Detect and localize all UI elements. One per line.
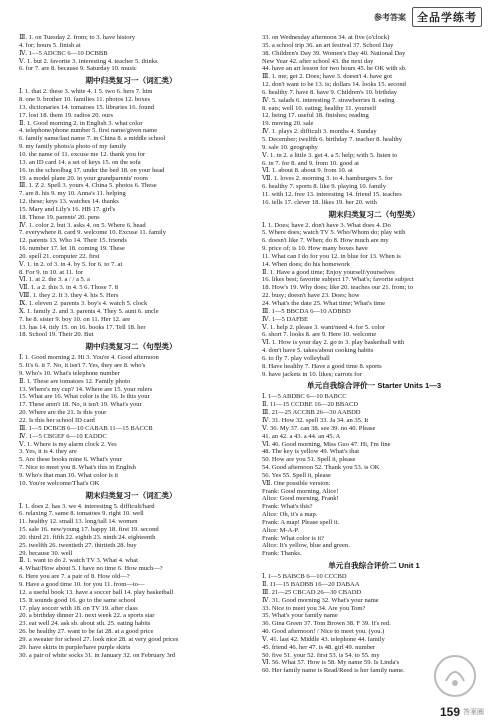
section-title: 单元自我综合评价一 Starter Units 1—3	[306, 381, 442, 391]
answer-line: 14. When does; do his homework	[262, 260, 350, 268]
section-title: 期中归类复习一（词汇类）	[85, 76, 177, 86]
answer-line: 22. busy; doesn't have 23. Does; how	[262, 292, 360, 300]
answer-line: 20. Where are the 21. Is this your	[19, 409, 107, 417]
answer-line: 11. What can I do for you 12. in blue for 13. When is	[262, 252, 401, 260]
answer-line: 6. in 7. for 8. and 9. from 10. good at	[262, 159, 359, 167]
answer-line: 19. moving 20. sale	[262, 120, 314, 128]
answer-line: 33. on Wednesday afternoon 34. at five (o'clock)	[262, 34, 390, 41]
answer-line: 13. has 14. tidy 15. on 16. books 17. Tell 18. her	[19, 323, 146, 331]
answer-line: Ⅰ. 1—5 ABDBC 6—10 BABCC	[262, 393, 347, 401]
answer-line: 16. in the schoolbag 17. under the bed 18. on your head	[19, 166, 165, 174]
answer-line: 5. It's 6. it 7. No, it isn't 7. Yes, they are 8. who's	[19, 362, 146, 370]
answer-line: Ⅱ. 1. Have a good time; Enjoy yourself/yourselves	[262, 268, 395, 276]
answer-line: Ⅱ. 1. Good morning 2. in English 3. what color	[19, 119, 143, 127]
answer-line: 12. don't want to be 13. is; dollars 14. looks 15. second	[262, 81, 406, 89]
answer-line: 6. to fly 7. play volleyball	[262, 354, 330, 362]
answer-line: 9. Who's 10. What's telephone number	[19, 369, 120, 377]
answer-line: 7. he 8. sister 9. boy 10. on 11. Her 12. are	[19, 315, 131, 323]
answer-line: Ⅸ. 1. eleven 2. parents 3. boy's 4. watch 5. clock	[19, 300, 148, 307]
answer-line: Ⅵ. 1. How is your day 2. go to 3. play basketball with	[262, 339, 405, 347]
answer-line: Ⅶ. 1. loves 2. morning 3. to 4. hamburgers 5. for	[262, 175, 393, 183]
answer-line: 60. Her family name is Read/Reed is her family name.	[262, 667, 405, 675]
answer-line: 13. an ID card 14. a set of keys 15. on the sofa	[19, 158, 141, 166]
answer-line: 7. are 8. his 9. my 10. Anna's 11. helping	[19, 190, 126, 198]
watermark-logo-icon	[432, 653, 478, 699]
section-title: 期末归类复习二（句型类）	[328, 209, 420, 219]
answer-line: 13. dictionaries 14. tomatoes 15. libraries 16. found	[19, 103, 155, 111]
answer-line: 16. number 17. let 18. coming 19. These	[19, 245, 125, 253]
answer-line: 7. everywhere 8. card 9. welcome 10. Excuse 11. family	[19, 229, 167, 237]
answer-line: 18. How's 19. Why does; like 20. teaches our 21. from; to	[262, 284, 414, 292]
answer-line: Frank: What color is it?	[262, 534, 325, 542]
left-answer-column	[19, 34, 243, 659]
answer-line: 11. with 12. free 13. interesting 14. friend 15. teaches	[262, 190, 402, 198]
answer-line: 5. Are these books mine 6. What's your	[19, 456, 122, 464]
answer-line: 16. tells 17. clever 18. likes 19. her 20. with	[262, 198, 377, 206]
answer-line: 15. sale 16. new/young 17. happy 18. first 19. second	[19, 526, 159, 534]
answer-line: Ⅴ. 41. last 42. Middle 43. telephone 44. family	[262, 635, 385, 643]
answer-line: Ⅱ. 1. These are tomatoes 12. Family photo	[19, 377, 131, 385]
answer-line: 12. these; keys 13. watches 14. thanks	[19, 198, 119, 206]
answer-line: 35. a school trip 36. an art festival 37. School Day	[262, 41, 394, 49]
answer-line: 20. third 21. fifth 22. eighth 23. ninth 24. eighteenth	[19, 533, 156, 541]
answer-line: 3. Yes, it is 4. they are	[19, 448, 77, 456]
answer-line: 6. doesn't like 7. When; do 8. How much are my	[262, 237, 389, 245]
answer-line: Ⅷ. 1. they 2. It 3. they 4. his 5. Hers	[19, 292, 119, 300]
answer-line: 17. play soccer with 18. on TV 19. after class	[19, 604, 138, 612]
answer-line: 17. lost 18. them 19. radios 20. ours	[19, 111, 114, 119]
answer-line: 40. Good afternoon! / Nice to meet you. (you.)	[262, 628, 385, 636]
answer-line: 15. Mary and Lily's 16. HB 17. girl's	[19, 205, 116, 213]
answer-line: 17. These aren't 18. No, it isn't 19. What's your	[19, 401, 142, 409]
answer-line: 15. What are 16. What color is the 16. Is this your	[19, 393, 150, 401]
answer-line: 29. because 30. well	[19, 549, 73, 557]
answer-line: Ⅱ. 11—15 CCDBE 16—20 BBACD	[262, 401, 359, 409]
header-brand: 全品学练考	[412, 7, 482, 27]
answer-line: Frank: What's this?	[262, 503, 313, 511]
answer-line: Ⅴ. 1. in 2. a little 3. get 4. a 5. help; with 5. listen to	[262, 151, 398, 159]
answer-line: 12. being 17. useful 18. finishes; reading	[262, 112, 369, 120]
answer-line: Ⅳ. 1. color 2. but 3. asks 4. on 5. Where 6. head	[19, 221, 146, 229]
answer-line: 18. Those 19. parents' 20. pens	[19, 213, 100, 221]
answer-line: Ⅲ. 1—5 BBCDA 6—10 ADBBD	[262, 307, 351, 315]
answer-line: 9. Have a good time 10. for you 11. from—to—	[19, 581, 145, 588]
page-header	[374, 6, 482, 28]
answer-line: Ⅲ. 21—25 CBCAD 26—30 CBADD	[262, 588, 362, 596]
answer-line: Ⅵ. 1. at 2. the 3. a / / a 5. a	[19, 276, 90, 284]
answer-line: 16. likes best; favorite subject 17. What's; favorite subject	[262, 276, 414, 284]
answer-line: Ⅱ. 1. want to do 2. watch TV 3. What 4. what	[19, 557, 139, 565]
answer-line: Frank: Good morning, Alice!	[262, 487, 339, 495]
answer-line: Ⅰ. 1. does 2. has 3. we 4. interesting 5. difficult/hard	[19, 502, 155, 510]
answer-line: 9. have jackets in 10. likes; carrots for	[262, 370, 362, 378]
answer-line: Ⅲ. 21—25 ACCBB 26—30 AABDD	[262, 409, 361, 417]
answer-line: Ⅲ. 1. Z 2. Spell 3. yours 4. China 5. photos 6. These	[19, 182, 157, 190]
answer-line: Ⅲ. 1. on Tuesday 2. from; to 3. have history	[19, 34, 135, 41]
answer-line: 24. What's the date 25. What time; What's time	[262, 300, 386, 307]
answer-line: 8. eats; well 10. eating; healthy 11. yourself	[262, 104, 377, 112]
watermark-text: 答案圈	[463, 709, 484, 716]
answer-line: 6. family name/last name 7. in China 8. a middle school	[19, 135, 166, 143]
answer-line: 5. Where does; watch TV 5. Who/Whom do; play with	[262, 229, 406, 237]
answer-line: Ⅵ. 46. Good morning, Miss Guo 47. Hi, I'm fine	[262, 440, 391, 448]
answer-line: Alice: Oh, it's a map.	[262, 511, 318, 519]
answer-line: 8. Have healthy 7. Have a good time 8. sports	[262, 362, 382, 370]
answer-line: 5. December; twelfth 6. birthday 7. teacher 8. healthy	[262, 135, 402, 143]
answer-line: Ⅴ. 1. help 2. please 3. want/need 4. for 5. color	[262, 323, 385, 331]
answer-line: Ⅳ. 5. salads 6. interesting 7. strawberries 8. eating	[262, 96, 395, 104]
answer-line: Ⅲ. 1—5 DCBCB 6—10 CABAB 11—15 BACCB	[19, 424, 153, 432]
page-footer	[440, 705, 484, 719]
header-label: 参考答案	[374, 12, 406, 22]
answer-line: 7. Nice to meet you 8. What's this in English	[19, 464, 136, 472]
answer-line: 26. be healthy 27. want to be fat 28. at a good price	[19, 628, 154, 636]
answer-line: New Year 42. after school 43. the next day	[262, 57, 374, 65]
answer-line: Ⅱ. 11—15 BADBB 16—20 DABAA	[262, 581, 360, 588]
section-title: 单元自我综合评价二 Unit 1	[328, 561, 420, 571]
section-title: 期末归类复习一（词汇类）	[85, 490, 177, 500]
answer-line: 30. a pair of white socks 31. in January 32. on February 3rd	[19, 651, 176, 659]
answer-line: Ⅵ. 56. What 57. How is 58. My name 59. Is Linda's	[262, 659, 400, 667]
answer-line: 9. my family photo/a photo of my family	[19, 143, 127, 151]
answer-line: 8. For 9. in 10. at 11. for	[19, 268, 83, 276]
answer-line: Frank: A map! Please spell it.	[262, 518, 340, 526]
answer-line: Ⅳ. 31. How 32. spell 33. Ja 34. an 35. It	[262, 416, 369, 424]
answer-line: 22. Is this her school ID card	[19, 416, 95, 424]
answer-line: 13. Where's my cup? 14. Where are 15. your rulers	[19, 385, 153, 393]
answer-line: Ⅰ. 1. that 2. these 3. white 4. 1 5. two 6. hers 7. him	[19, 88, 153, 96]
right-answer-column	[262, 34, 486, 675]
answer-line: 15. It sounds good 16. go to the same school	[19, 596, 136, 604]
answer-line: 18. School 19. Their 20. But	[19, 331, 94, 339]
answer-line: 6. relaxing 7. same 8. tomatoes 9. right 10. well	[19, 510, 144, 518]
answer-line: 45. friend 46. her 47. is 48. girl 49. number	[262, 643, 376, 651]
answer-line: 36. Gina Green 37. Tom Brown 38. F 39. It's red.	[262, 620, 391, 628]
answer-line: Ⅳ. 31. Good morning 32. What's your name	[262, 596, 379, 604]
answer-line: Ⅰ. 1. Does; have 2. don't have 3. What does 4. Do	[262, 221, 391, 229]
answer-line: 6. for 7. are 8. because 9. Saturday 10. music	[19, 65, 137, 73]
answer-line: Ⅴ. 1. in 2. of 3. in 4. by 5. for 6. to 7. at	[19, 260, 123, 268]
answer-line: 20. spell 21. computer 22. first	[19, 252, 100, 260]
answer-line: 4. telephone/phone number 5. first name/given name	[19, 127, 158, 135]
answer-line: 9. price of; is 10. How many boxes have	[262, 245, 368, 253]
answer-line: Ⅰ. 1—5 BABCB 6—10 CCCBD	[262, 573, 347, 581]
answer-line: 12. a useful book 13. have a soccer ball 14. play basketball	[19, 588, 174, 596]
answer-line: Alice: It's yellow, blue and green.	[262, 542, 350, 550]
answer-line: 35. What's your family name	[262, 612, 338, 620]
answer-line: 20. a birthday dinner 21. next week 22. a sports star	[19, 612, 155, 620]
answer-line: 50. five 51. your 52. first 53. is 54. to 55. my	[262, 651, 380, 659]
answer-line: 56. Yes 55. Spell it, please	[262, 471, 331, 479]
answer-line: Ⅳ. 1—5 ADCBC 6—10 DCBBB	[19, 49, 108, 57]
answer-line: Ⅳ. 1—5 DAFBE	[262, 315, 309, 323]
answer-line: Ⅴ. 1. but 2. favorite 3. interesting 4. teacher 5. thinks	[19, 57, 158, 65]
answer-line: 10. the name of 11. excuse me 12. thank you for	[19, 150, 146, 158]
answer-line: 9. Who's that man 10. What color is it	[19, 471, 119, 479]
answer-line: 23. eat well 24. ask sb. about sth. 25. eating habits	[19, 620, 151, 628]
answer-line: Ⅰ. 1. Good morning 2. Hi 3. You're 4. Good afternoon	[19, 354, 159, 362]
answer-line: 48. The key is yellow 49. What's that	[262, 448, 360, 456]
answer-line: 9. sale 10. geography	[262, 143, 318, 151]
answer-line: 6. healthy 7. sports 8. like 9. playing 10. family	[262, 183, 387, 191]
answer-line: 25. twelfth 26. twentieth 27. thirtieth 28. buy	[19, 541, 137, 549]
answer-line: 4. What/How about 5. I have no time 6. How much—?	[19, 565, 163, 573]
answer-line: Ⅳ. 1. plays 2. difficult 3. months 4. Sunday	[262, 128, 377, 136]
answer-line: 6. Here you are 7. a pair of 8. How old—?	[19, 573, 130, 581]
answer-line: 33. Nice to meet you 34. Are you Tom?	[262, 604, 366, 612]
answer-line: Ⅹ. 1. family 2. and 3. parents 4. They 5. aunt 6. uncle	[19, 307, 159, 315]
answer-line: 6. short 7. looks 8. are 9. Here 10. welcome	[262, 331, 377, 339]
answer-line: 29. a sweater for school 27. look nice 28. at very good prices	[19, 635, 179, 643]
answer-line: 4. for; hours 5. finish at	[19, 41, 81, 49]
answer-line: 38. Children's Day 39. Women's Day 40. National Day	[262, 49, 406, 57]
answer-line: 12. parents 13. Who 14. Their 15. friends	[19, 237, 127, 245]
answer-line: Frank: Thanks.	[262, 550, 302, 558]
answer-line: Ⅲ. 1. me; get 2. Does; have 3. doesn't 4. have got	[262, 73, 393, 81]
answer-line: 29. have skirts in purple/have purple skirts	[19, 643, 131, 651]
answer-line: Ⅵ. 1. about 8. about 9. from 10. at	[262, 167, 353, 175]
answer-line: 19. a model plane 20. in your grandparents' room	[19, 174, 148, 182]
answer-line: 4. don't have 5. takes/about cooking habits	[262, 347, 374, 355]
answer-line: 10. You're welcome/That's OK	[19, 479, 100, 487]
section-title: 期中归类复习二（句型类）	[85, 342, 177, 352]
answer-line: Ⅶ. One possible version:	[262, 479, 331, 487]
answer-line: Alice: Good morning, Frank!	[262, 495, 339, 503]
answer-line: 6. healthy 7. have 8. have 9. Children's 10. birthday	[262, 88, 397, 96]
answer-line: 8. one 9. brother 10. families 11. photos 12. boxes	[19, 96, 151, 104]
answer-line: 44. have an art lesson for two hours 45. be OK with sb.	[262, 65, 407, 73]
answer-line: Ⅶ. 1. a 2. this 3. in 4. 5 6. Those 7. 8	[19, 284, 119, 292]
answer-line: Ⅴ. 36. My 37. can 38. see 39. no 40. Please	[262, 424, 376, 432]
answer-line: 41. an 42. a 43. a 44. an 45. A	[262, 432, 341, 440]
answer-line: Ⅴ. 1. Where is my alarm clock 2. Yes	[19, 440, 117, 448]
answer-line: 11. healthy 12. small 13. long/tall 14. women	[19, 518, 138, 526]
answer-line: Alice: M-A-P.	[262, 526, 300, 534]
answer-line: Ⅳ. 1—5 CBGEF 6—10 EADDC	[19, 432, 107, 440]
answer-line: 50. How are you 51. Spell it, please	[262, 456, 356, 464]
page-number: 159	[439, 705, 460, 719]
answer-line: 54. Good afternoon 52. Thank you 53. is OK	[262, 464, 380, 472]
